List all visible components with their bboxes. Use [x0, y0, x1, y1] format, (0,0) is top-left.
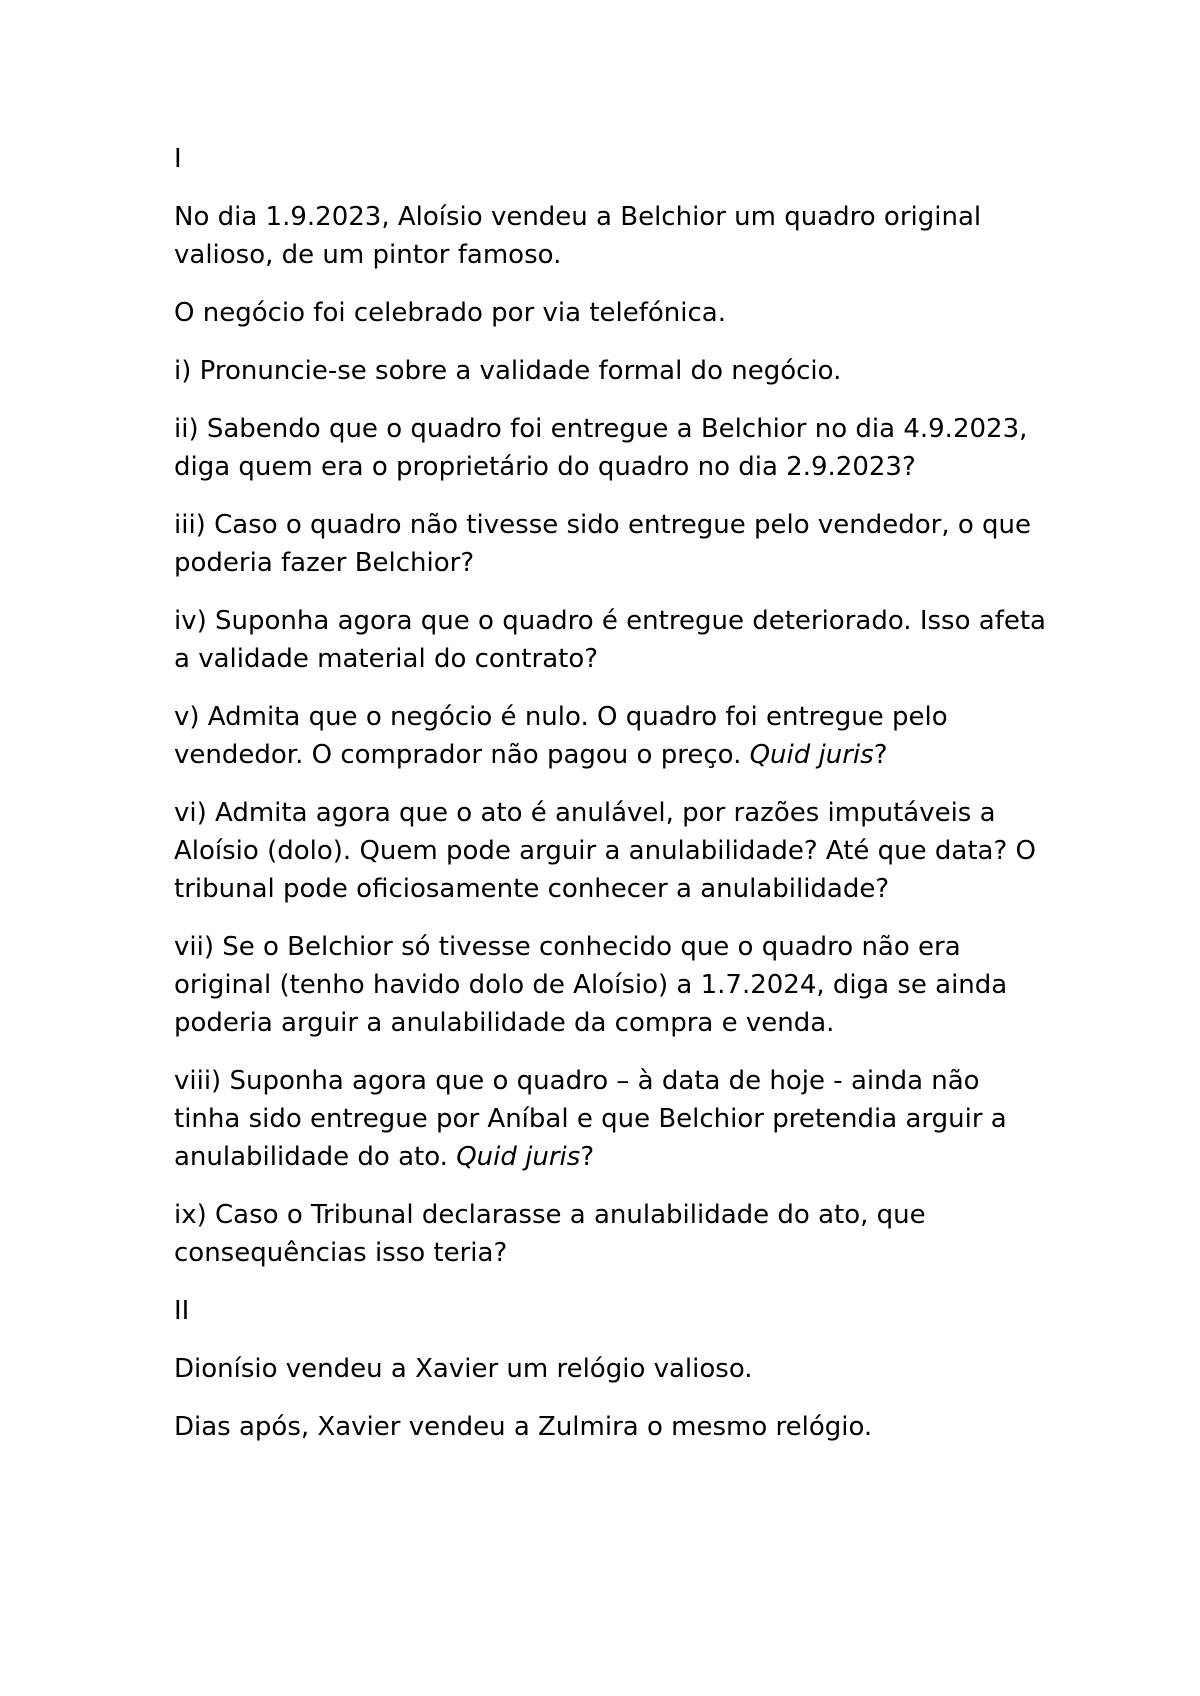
intro-paragraph-1: No dia 1.9.2023, Aloísio vendeu a Belchior um quadro original valioso, de um pintor famoso.	[174, 202, 982, 270]
question-v	[174, 698, 1054, 774]
question-viii	[174, 1062, 1054, 1176]
question-v-end: ?	[873, 740, 888, 770]
intro-paragraph-2: O negócio foi celebrado por via telefónica.	[174, 298, 727, 328]
question-iv: iv) Suponha agora que o quadro é entregue deteriorado. Isso afeta a validade material do contrato?	[174, 606, 1046, 674]
question-ix: ix) Caso o Tribunal declarasse a anulabilidade do ato, que consequências isso teria?	[174, 1200, 926, 1268]
question-i: i) Pronuncie-se sobre a validade formal do negócio.	[174, 356, 842, 386]
question-v-text: v) Admita que o negócio é nulo. O quadro foi entregue pelo vendedor. O comprador não pagou o preço.	[174, 702, 948, 770]
question-ii: ii) Sabendo que o quadro foi entregue a Belchior no dia 4.9.2023, diga quem era o proprietário do quadro no dia 2.9.2023?	[174, 414, 1028, 482]
question-v-italic: Quid juris	[749, 740, 874, 770]
question-iii: iii) Caso o quadro não tivesse sido entregue pelo vendedor, o que poderia fazer Belchior?	[174, 510, 1032, 578]
question-vii: vii) Se o Belchior só tivesse conhecido que o quadro não era original (tenho havido dolo de Aloísio) a 1.7.2024, diga se ainda poderia arguir a anulabilidade da compra e venda.	[174, 932, 1008, 1038]
section2-paragraph-2: Dias após, Xavier vendeu a Zulmira o mesmo relógio.	[174, 1412, 873, 1442]
document-body	[174, 140, 1054, 1466]
question-vi: vi) Admita agora que o ato é anulável, por razões imputáveis a Aloísio (dolo). Quem pode arguir a anulabilidade? Até que data? O tribunal pode oficiosamente conhecer a anulabilidade?	[174, 798, 1037, 904]
question-viii-text: viii) Suponha agora que o quadro – à data de hoje - ainda não tinha sido entregue por Aníbal e que Belchior pretendia arguir a anulabilidade do ato.	[174, 1066, 1007, 1172]
question-viii-end: ?	[580, 1142, 595, 1172]
section-heading-1: I	[174, 144, 182, 174]
section2-paragraph-1: Dionísio vendeu a Xavier um relógio valioso.	[174, 1354, 753, 1384]
section-heading-2: II	[174, 1296, 190, 1326]
question-viii-italic: Quid juris	[456, 1142, 581, 1172]
